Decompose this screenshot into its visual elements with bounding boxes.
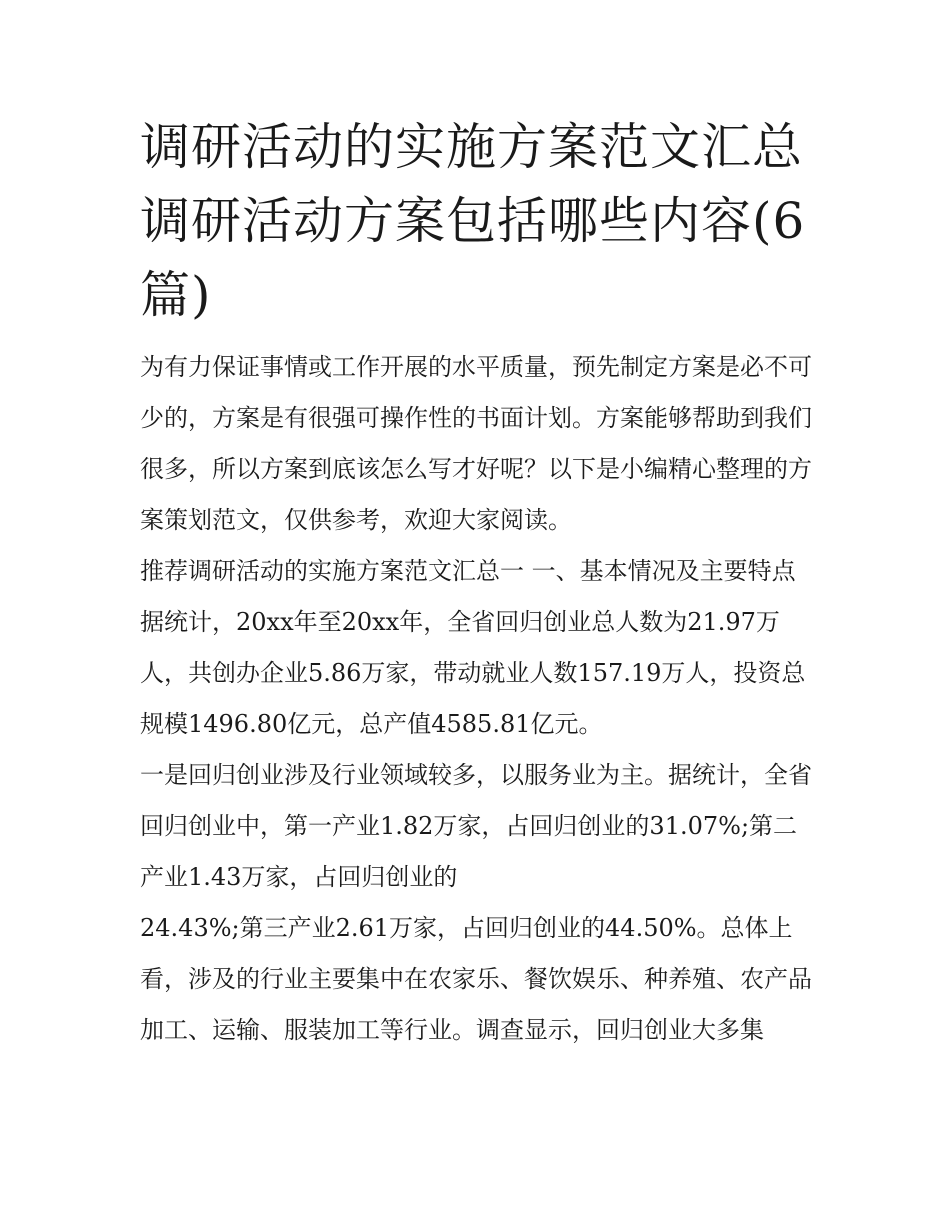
document-title: 调研活动的实施方案范文汇总调研活动方案包括哪些内容(6篇)	[140, 118, 806, 324]
paragraph-statistics: 据统计，20xx年至20xx年，全省回归创业总人数为21.97万人，共创办企业5.86万家，带动就业人数157.19万人，投资总规模1496.80亿元，总产值4585.81亿元。	[140, 608, 806, 738]
paragraph-intro: 为有力保证事情或工作开展的水平质量，预先制定方案是必不可少的，方案是有很强可操作性的书面计划。方案能够帮助到我们很多，所以方案到底该怎么写才好呢？以下是小编精心整理的方案策划范文，仅供参考，欢迎大家阅读。	[140, 353, 812, 534]
paragraph-section-heading: 推荐调研活动的实施方案范文汇总一 一、基本情况及主要特点	[140, 557, 796, 585]
paragraph-industry: 一是回归创业涉及行业领域较多，以服务业为主。据统计，全省回归创业中，第一产业1.82万家，占回归创业的31.07%;第二产业1.43万家，占回归创业的	[140, 761, 812, 891]
document-page	[140, 110, 816, 1056]
paragraph-industry-continued: 24.43%;第三产业2.61万家，占回归创业的44.50%。总体上看，涉及的行业主要集中在农家乐、餐饮娱乐、种养殖、农产品加工、运输、服装加工等行业。调查显示，回归创业大多集	[140, 914, 812, 1044]
